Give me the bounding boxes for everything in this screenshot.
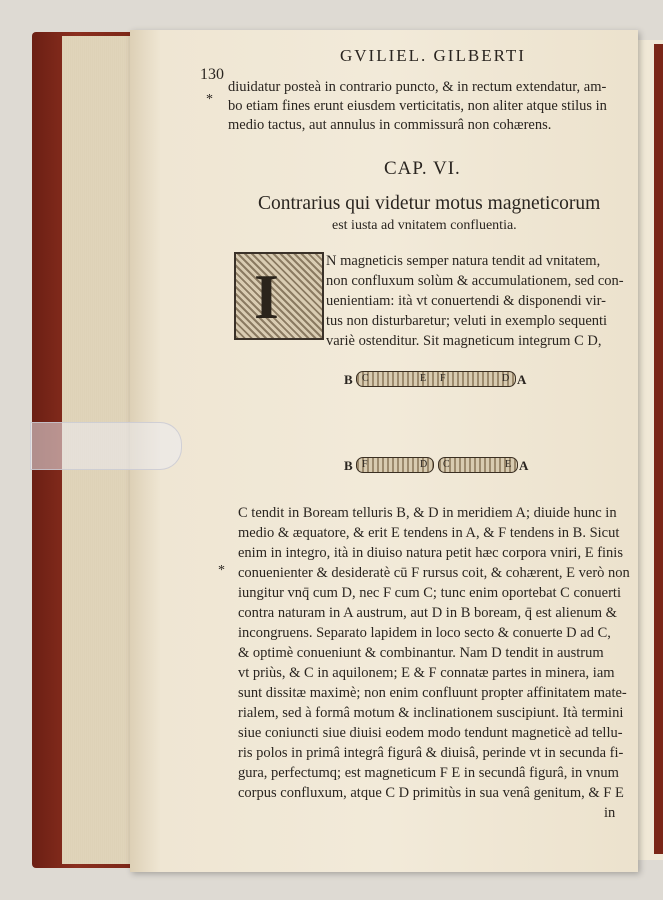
chapter-title: CAP. VI. [384, 158, 461, 179]
catchword: in [604, 805, 616, 821]
book-cover-right [654, 44, 663, 854]
page-number: 130 [200, 66, 224, 83]
figure2-label-c: C [443, 459, 450, 470]
text-line: rialem, sed à formâ motum & inclinationem suscipiunt. Ità termini [238, 705, 624, 721]
text-line: medio tactus, aut annulus in commissurâ non cohærens. [228, 117, 552, 133]
figure1-label-a: A [517, 372, 527, 387]
text-line: iungitur vnq̄ cum D, nec F cum C; tunc enim oportebat C conuerti [238, 585, 621, 601]
text-line: medio & æquatore, & erit E tendens in A, & F tendens in B. Sicut [238, 525, 620, 541]
text-line: conuenienter & desideratè cū F rursus coit, & cohærent, E verò non [238, 565, 630, 581]
figure2-label-e: E [505, 459, 512, 470]
text-line: bo etiam fines erunt eiusdem verticitatis, non aliter atque stilus in [228, 98, 607, 114]
text-line: uenientiam: ità vt conuertendi & disponendi vir- [326, 293, 606, 309]
decorated-initial [234, 252, 324, 340]
text-line: corpus confluxum, atque C D primitùs in sua venâ genitum, & F E [238, 785, 624, 801]
marginal-mark: * [218, 563, 225, 578]
chapter-heading: Contrarius qui videtur motus magneticorum [258, 193, 601, 214]
text-line: variè ostenditur. Sit magneticum integrum C D, [326, 333, 602, 349]
figure1-label-b: B [344, 372, 353, 387]
figure1-label-f: F [440, 373, 446, 384]
page-clip [30, 422, 182, 470]
text-line: incongruens. Separato lapidem in loco secto & conuerte D ad C, [238, 625, 611, 641]
text-line: C tendit in Boream telluris B, & D in meridiem A; diuide hunc in [238, 505, 617, 521]
text-line: ris polos in primâ integrâ figurâ & diuisâ, perinde vt in secunda fi- [238, 745, 624, 761]
figure2-label-f: F [362, 459, 368, 470]
marginal-mark: * [206, 92, 213, 107]
text-line: siue coniuncti siue diuisi eodem modo tendunt magneticè ad tellu- [238, 725, 623, 741]
text-line: vt priùs, & C in aquilonem; E & F connatæ partes in minera, iam [238, 665, 615, 681]
text-line: enim in integro, ità in diuiso natura petit hæc corpora vniri, E finis [238, 545, 623, 561]
text-line: contra naturam in A austrum, aut D in B boream, q̄ est alienum & [238, 605, 617, 621]
running-head: GVILIEL. GILBERTI [340, 46, 526, 65]
figure2-label-b: B [344, 458, 353, 473]
initial-letter: I [254, 261, 279, 332]
text-line: tus non disturbaretur; veluti in exemplo sequenti [326, 313, 608, 329]
text-line: & optimè conueniunt & combinantur. Nam D tendit in austrum [238, 645, 604, 661]
figure1-label-d: D [502, 373, 510, 384]
text-line: diuidatur posteà in contrario puncto, & in rectum extendatur, am- [228, 79, 607, 95]
chapter-subheading: est iusta ad vnitatem confluentia. [332, 218, 517, 233]
text-line: sunt dissitæ maximè; non enim confluunt propter affinitatem mate- [238, 685, 627, 701]
text-line: N magneticis semper natura tendit ad vnitatem, [326, 253, 601, 269]
figure2-label-d: D [420, 459, 428, 470]
figure1-label-c: C [362, 373, 369, 384]
text-line: non confluxum solùm & accumulationem, sed con- [326, 273, 624, 289]
text-line: gura, perfectumq; est magneticum F E in secundâ figurâ, in vnum [238, 765, 619, 781]
figure1-magnet-bar [356, 371, 516, 387]
figure2-label-a: A [519, 458, 529, 473]
figure1-label-e: E [420, 373, 427, 384]
